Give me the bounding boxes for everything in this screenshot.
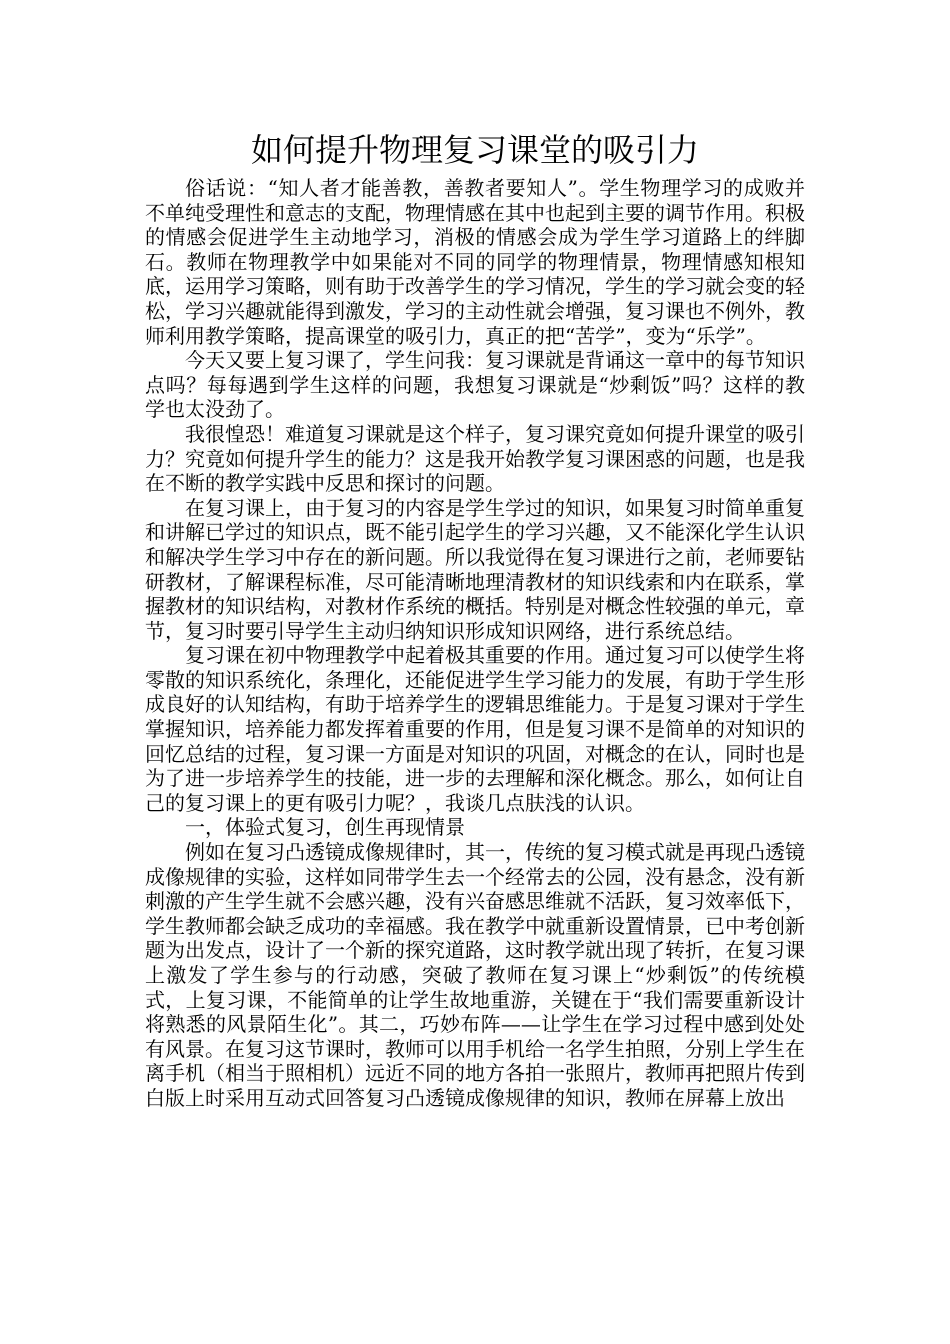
section-heading: 一，体验式复习，创生再现情景 [185, 815, 465, 840]
paragraph: 例如在复习凸透镜成像规律时，其一，传统的复习模式就是再现凸透镜成像规律的实验，这样如同带学生去一个经常去的公园，没有悬念，没有新刺激的产生学生就不会感兴趣，没有兴奋感思维就不活跃，复习效率低下，学生教师都会缺乏成功的幸福感。我在教学中就重新设置情景，已中考创新题为出发点，设计了一个新的探究道路，这时教学就出现了转折，在复习课上激发了学生参与的行动感，突破了教师在复习课上“炒剩饭”的传统模式，上复习课，不能简单的让学生故地重游，关键在于“我们需要重新设计将熟悉的风景陌生化”。其二，巧妙布阵——让学生在学习过程中感到处处有风景。在复习这节课时，教师可以用手机给一名学生拍照，分别上学生在离手机（相当于照相机）远近不同的地方各拍一张照片，教师再把照片传到白版上时采用互动式回答复习凸透镜成像规律的知识，教师在屏幕上放出 [145, 840, 805, 1110]
paragraph: 俗话说：“知人者才能善教，善教者要知人”。学生物理学习的成败并不单纯受理性和意志的支配，物理情感在其中也起到主要的调节作用。积极的情感会促进学生主动地学习，消极的情感会成为学生学习道路上的绊脚石。教师在物理教学中如果能对不同的同学的物理情景，物理情感知根知底，运用学习策略，则有助于改善学生的学习情况，学生的学习就会变的轻松，学习兴趣就能得到激发，学习的主动性就会增强，复习课也不例外，教师利用教学策略，提高课堂的吸引力，真正的把“苦学”，变为“乐学”。 [145, 176, 805, 348]
paragraph: 在复习课上，由于复习的内容是学生学过的知识，如果复习时简单重复和讲解已学过的知识点，既不能引起学生的学习兴趣，又不能深化学生认识和解决学生学习中存在的新问题。所以我觉得在复习课进行之前，老师要钻研教材，了解课程标准，尽可能清晰地理清教材的知识线索和内在联系，掌握教材的知识结构，对教材作系统的概括。特别是对概念性较强的单元，章节，复习时要引导学生主动归纳知识形成知识网络，进行系统总结。 [145, 495, 805, 643]
document-body [145, 176, 805, 1111]
paragraph: 我很惶恐！难道复习课就是这个样子，复习课究竟如何提升课堂的吸引力？究竟如何提升学生的能力？这是我开始教学复习课困惑的问题，也是我在不断的教学实践中反思和探讨的问题。 [145, 421, 805, 496]
document-title: 如何提升物理复习课堂的吸引力 [250, 131, 699, 169]
paragraph: 今天又要上复习课了，学生问我：复习课就是背诵这一章中的每节知识点吗？每每遇到学生这样的问题，我想复习课就是“炒剩饭”吗？这样的教学也太没劲了。 [145, 348, 805, 422]
paragraph: 复习课在初中物理教学中起着极其重要的作用。通过复习可以使学生将零散的知识系统化，条理化，还能促进学生学习能力的发展，有助于学生形成良好的认知结构，有助于培养学生的逻辑思维能力。于是复习课对于学生掌握知识，培养能力都发挥着重要的作用，但是复习课不是简单的对知识的回忆总结的过程，复习课一方面是对知识的巩固，对概念的在认，同时也是为了进一步培养学生的技能，进一步的去理解和深化概念。那么，如何让自己的复习课上的更有吸引力呢？，我谈几点肤浅的认识。 [145, 643, 805, 815]
